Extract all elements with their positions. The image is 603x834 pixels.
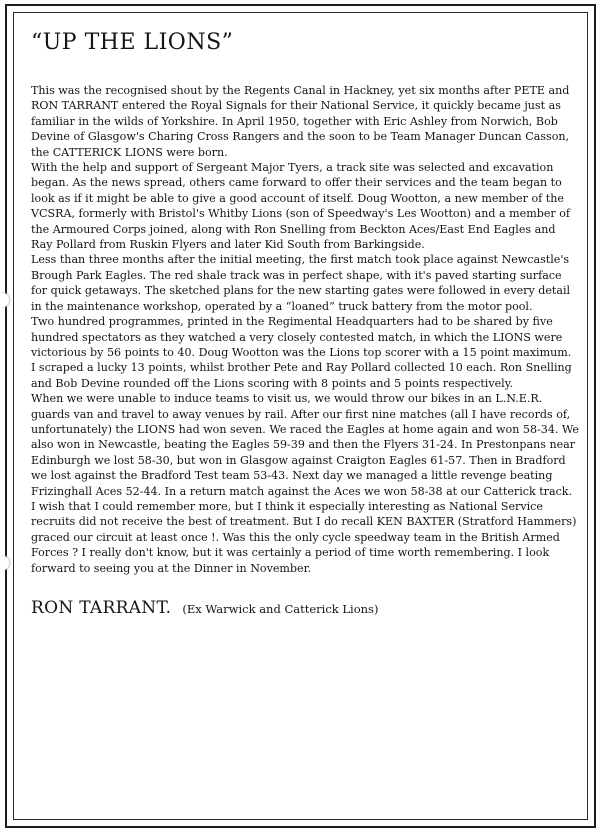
signature-name: RON TARRANT. (31, 598, 172, 618)
paragraph-first-match: Less than three months after the initial meeting, the first match took place against Newcastle's Brough Park Eagles. The red shale track was in perfect shape, with it's paved starting surface for quick getaways. The sketched plans for the new starting gates were followed in every detail in the maintenance workshop, operated by a “loaned” truck battery from the motor pool. (31, 253, 571, 313)
paragraph-intro: This was the recognised shout by the Regents Canal in Hackney, yet six months after PETE and RON TARRANT entered the Royal Signals for their National Service, it quickly became just as familiar in the wilds of Yorkshire. In April 1950, together with Eric Ashley from Norwich, Bob Devine of Glasgow's Charing Cross Rangers and the soon to be Team Manager Duncan Casson, the CATTERICK LIONS were born. (31, 84, 570, 159)
paragraph-closing: I wish that I could remember more, but I think it especially interesting as National Service recruits did not receive the best of treatment. But I do recall KEN BAXTER (Stratford Hammers) graced our circuit at least once !. Was this the only cycle speedway team in the British Armed Forces ? I really don't know, but it was certainly a period of time worth remembering. I look forward to seeing you at the Dinner in November. (31, 499, 577, 575)
paragraph-away-matches: When we were unable to induce teams to visit us, we would throw our bikes in an L.N.E.R. guards van and travel to away venues by rail. After our first nine matches (all I have records of, unfortunately) the LIONS had won seven. We raced the Eagles at home again and won 58-34. We also won in Newcastle, beating the Eagles 59-39 and then the Flyers 31-24. In Prestonpans near Edinburgh we lost 58-30, but won in Glasgow against Craigton Eagles 61-57. Then in Bradford we lost against the Bradford Test team 53-43. Next day we managed a little revenge beating Frizinghall Aces 52-44. In a return match against the Aces we won 58-38 at our Catterick track. (31, 392, 579, 498)
paragraph-track-site: With the help and support of Sergeant Major Tyers, a track site was selected and excavation began. As the news spread, others came forward to offer their services and the team began to look as if it might be able to give a good account of itself. Doug Wootton, a new member of the VCSRA, formerly with Bristol's Whitby Lions (son of Speedway's Les Wootton) and a member of the Armoured Corps joined, along with Ron Snelling from Beckton Aces/East End Eagles and Ray Pollard from Ruskin Flyers and later Kid South from Barkingside. (31, 161, 570, 252)
signature-note: (Ex Warwick and Catterick Lions) (182, 602, 379, 616)
article-title: “UP THE LIONS” (31, 30, 234, 55)
article (31, 30, 579, 619)
paragraph-match-result: Two hundred programmes, printed in the Regimental Headquarters had to be shared by five hundred spectators as they watched a very closely contested match, in which the LIONS were victorious by 56 points to 40. Doug Wootton was the Lions top scorer with a 15 point maximum. I scraped a lucky 13 points, whilst brother Pete and Ray Pollard collected 10 each. Ron Snelling and Bob Devine rounded off the Lions scoring with 8 points and 5 points respectively. (31, 315, 572, 390)
signature (31, 598, 579, 619)
